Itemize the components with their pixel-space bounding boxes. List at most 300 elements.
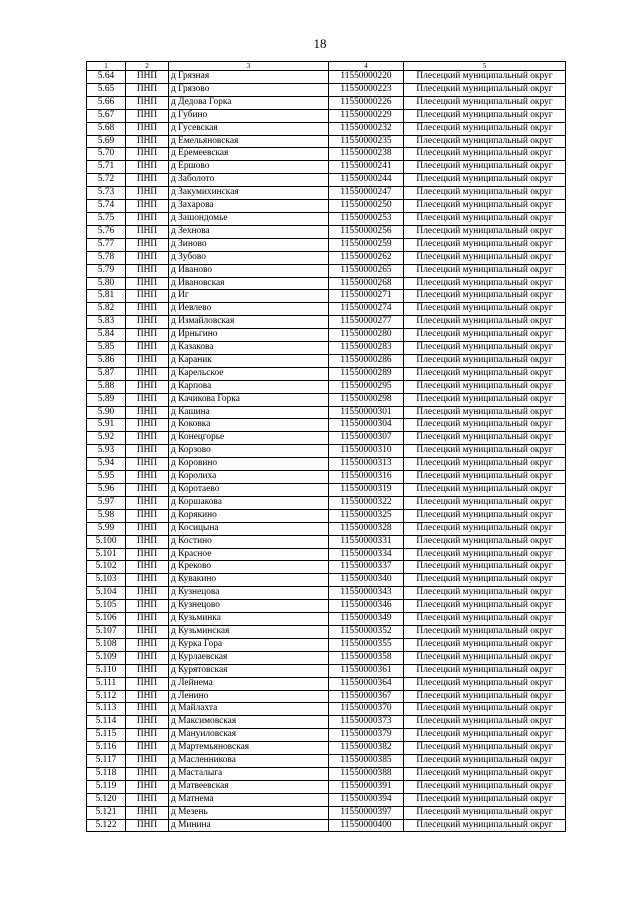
municipality-cell: Плесецкий муниципальный округ xyxy=(404,432,566,445)
municipality-cell: Плесецкий муниципальный округ xyxy=(404,755,566,768)
settlement-name-cell: д Казакова xyxy=(169,342,329,355)
table-row xyxy=(87,742,566,755)
row-number-cell: 5.108 xyxy=(87,638,126,651)
settlement-name-cell: д Караник xyxy=(169,354,329,367)
municipality-cell: Плесецкий муниципальный округ xyxy=(404,161,566,174)
row-number-cell: 5.102 xyxy=(87,561,126,574)
row-number-cell: 5.107 xyxy=(87,625,126,638)
oktmo-code-cell: 11550000265 xyxy=(329,264,404,277)
oktmo-code-cell: 11550000250 xyxy=(329,200,404,213)
settlement-name-cell: д Королиха xyxy=(169,471,329,484)
settlement-name-cell: д Лейнема xyxy=(169,677,329,690)
settlement-name-cell: д Зехнова xyxy=(169,225,329,238)
settlement-name-cell: д Коковка xyxy=(169,419,329,432)
settlement-name-cell: д Коротаево xyxy=(169,484,329,497)
page-number: 18 xyxy=(313,36,327,51)
row-number-cell: 5.120 xyxy=(87,793,126,806)
object-type-cell: ПНП xyxy=(126,548,169,561)
municipality-cell: Плесецкий муниципальный округ xyxy=(404,393,566,406)
oktmo-code-cell: 11550000301 xyxy=(329,406,404,419)
object-type-cell: ПНП xyxy=(126,161,169,174)
table-row xyxy=(87,755,566,768)
oktmo-code-cell: 11550000322 xyxy=(329,496,404,509)
table-row xyxy=(87,225,566,238)
object-type-cell: ПНП xyxy=(126,148,169,161)
settlement-name-cell: д Креково xyxy=(169,561,329,574)
row-number-cell: 5.104 xyxy=(87,587,126,600)
object-type-cell: ПНП xyxy=(126,703,169,716)
municipality-cell: Плесецкий муниципальный округ xyxy=(404,367,566,380)
row-number-cell: 5.112 xyxy=(87,690,126,703)
settlement-name-cell: д Курлаевская xyxy=(169,651,329,664)
oktmo-code-cell: 11550000331 xyxy=(329,535,404,548)
municipality-cell: Плесецкий муниципальный округ xyxy=(404,548,566,561)
oktmo-code-cell: 11550000268 xyxy=(329,277,404,290)
oktmo-code-cell: 11550000352 xyxy=(329,625,404,638)
row-number-cell: 5.69 xyxy=(87,135,126,148)
table-row xyxy=(87,587,566,600)
object-type-cell: ПНП xyxy=(126,71,169,84)
settlement-name-cell: д Измайловская xyxy=(169,316,329,329)
settlement-name-cell: д Дедова Горка xyxy=(169,96,329,109)
oktmo-code-cell: 11550000226 xyxy=(329,96,404,109)
settlement-name-cell: д Масталыга xyxy=(169,767,329,780)
settlement-name-cell: д Корякино xyxy=(169,509,329,522)
municipality-cell: Плесецкий муниципальный округ xyxy=(404,264,566,277)
settlement-name-cell: д Качикова Горка xyxy=(169,393,329,406)
object-type-cell: ПНП xyxy=(126,587,169,600)
row-number-cell: 5.105 xyxy=(87,600,126,613)
object-type-cell: ПНП xyxy=(126,742,169,755)
object-type-cell: ПНП xyxy=(126,613,169,626)
municipality-cell: Плесецкий муниципальный округ xyxy=(404,251,566,264)
row-number-cell: 5.85 xyxy=(87,342,126,355)
oktmo-code-cell: 11550000241 xyxy=(329,161,404,174)
row-number-cell: 5.94 xyxy=(87,458,126,471)
object-type-cell: ПНП xyxy=(126,677,169,690)
oktmo-code-cell: 11550000400 xyxy=(329,819,404,832)
municipality-cell: Плесецкий муниципальный округ xyxy=(404,316,566,329)
table-row xyxy=(87,71,566,84)
oktmo-code-cell: 11550000247 xyxy=(329,187,404,200)
table-row xyxy=(87,96,566,109)
settlement-name-cell: д Карпова xyxy=(169,380,329,393)
oktmo-code-cell: 11550000370 xyxy=(329,703,404,716)
table-row xyxy=(87,432,566,445)
object-type-cell: ПНП xyxy=(126,251,169,264)
row-number-cell: 5.88 xyxy=(87,380,126,393)
row-number-cell: 5.81 xyxy=(87,290,126,303)
settlement-name-cell: д Кувакино xyxy=(169,574,329,587)
row-number-cell: 5.90 xyxy=(87,406,126,419)
object-type-cell: ПНП xyxy=(126,445,169,458)
object-type-cell: ПНП xyxy=(126,561,169,574)
column-header: 1 xyxy=(87,62,126,71)
row-number-cell: 5.99 xyxy=(87,522,126,535)
object-type-cell: ПНП xyxy=(126,574,169,587)
row-number-cell: 5.100 xyxy=(87,535,126,548)
object-type-cell: ПНП xyxy=(126,174,169,187)
oktmo-code-cell: 11550000229 xyxy=(329,109,404,122)
oktmo-code-cell: 11550000235 xyxy=(329,135,404,148)
table-row xyxy=(87,471,566,484)
settlement-name-cell: д Карельское xyxy=(169,367,329,380)
oktmo-code-cell: 11550000262 xyxy=(329,251,404,264)
object-type-cell: ПНП xyxy=(126,690,169,703)
object-type-cell: ПНП xyxy=(126,625,169,638)
object-type-cell: ПНП xyxy=(126,767,169,780)
oktmo-code-cell: 11550000271 xyxy=(329,290,404,303)
oktmo-code-cell: 11550000346 xyxy=(329,600,404,613)
row-number-cell: 5.84 xyxy=(87,329,126,342)
row-number-cell: 5.110 xyxy=(87,664,126,677)
oktmo-code-cell: 11550000310 xyxy=(329,445,404,458)
table-row xyxy=(87,638,566,651)
municipality-cell: Плесецкий муниципальный округ xyxy=(404,148,566,161)
table-row xyxy=(87,393,566,406)
object-type-cell: ПНП xyxy=(126,638,169,651)
table-row xyxy=(87,174,566,187)
row-number-cell: 5.66 xyxy=(87,96,126,109)
object-type-cell: ПНП xyxy=(126,380,169,393)
table-row xyxy=(87,187,566,200)
municipality-cell: Плесецкий муниципальный округ xyxy=(404,561,566,574)
table-row xyxy=(87,148,566,161)
table-row xyxy=(87,380,566,393)
row-number-cell: 5.109 xyxy=(87,651,126,664)
municipality-cell: Плесецкий муниципальный округ xyxy=(404,96,566,109)
table-row xyxy=(87,716,566,729)
settlement-name-cell: д Иваново xyxy=(169,264,329,277)
settlement-name-cell: д Мануиловская xyxy=(169,729,329,742)
municipality-cell: Плесецкий муниципальный округ xyxy=(404,690,566,703)
oktmo-code-cell: 11550000340 xyxy=(329,574,404,587)
column-header: 4 xyxy=(329,62,404,71)
municipality-cell: Плесецкий муниципальный округ xyxy=(404,342,566,355)
row-number-cell: 5.77 xyxy=(87,238,126,251)
settlement-name-cell: д Кузнецова xyxy=(169,587,329,600)
oktmo-code-cell: 11550000394 xyxy=(329,793,404,806)
municipality-cell: Плесецкий муниципальный округ xyxy=(404,806,566,819)
municipality-cell: Плесецкий муниципальный округ xyxy=(404,522,566,535)
settlement-name-cell: д Коршакова xyxy=(169,496,329,509)
settlement-name-cell: д Грязная xyxy=(169,71,329,84)
oktmo-code-cell: 11550000367 xyxy=(329,690,404,703)
object-type-cell: ПНП xyxy=(126,83,169,96)
settlement-name-cell: д Матвеевская xyxy=(169,780,329,793)
settlement-name-cell: д Минина xyxy=(169,819,329,832)
oktmo-code-cell: 11550000358 xyxy=(329,651,404,664)
row-number-cell: 5.116 xyxy=(87,742,126,755)
oktmo-code-cell: 11550000277 xyxy=(329,316,404,329)
table-row xyxy=(87,122,566,135)
settlement-name-cell: д Закумихинская xyxy=(169,187,329,200)
oktmo-code-cell: 11550000223 xyxy=(329,83,404,96)
object-type-cell: ПНП xyxy=(126,819,169,832)
object-type-cell: ПНП xyxy=(126,277,169,290)
municipality-cell: Плесецкий муниципальный округ xyxy=(404,238,566,251)
object-type-cell: ПНП xyxy=(126,109,169,122)
object-type-cell: ПНП xyxy=(126,367,169,380)
municipality-cell: Плесецкий муниципальный округ xyxy=(404,535,566,548)
settlement-name-cell: д Кузьминка xyxy=(169,613,329,626)
settlement-name-cell: д Масленникова xyxy=(169,755,329,768)
table-row xyxy=(87,342,566,355)
municipality-cell: Плесецкий муниципальный округ xyxy=(404,496,566,509)
table-row xyxy=(87,161,566,174)
table-row xyxy=(87,212,566,225)
row-number-cell: 5.114 xyxy=(87,716,126,729)
table-row xyxy=(87,780,566,793)
table-row xyxy=(87,329,566,342)
object-type-cell: ПНП xyxy=(126,600,169,613)
municipality-cell: Плесецкий муниципальный округ xyxy=(404,71,566,84)
table-row xyxy=(87,690,566,703)
object-type-cell: ПНП xyxy=(126,303,169,316)
row-number-cell: 5.119 xyxy=(87,780,126,793)
oktmo-code-cell: 11550000361 xyxy=(329,664,404,677)
object-type-cell: ПНП xyxy=(126,96,169,109)
municipality-cell: Плесецкий муниципальный округ xyxy=(404,793,566,806)
table-row xyxy=(87,561,566,574)
table-row xyxy=(87,83,566,96)
municipality-cell: Плесецкий муниципальный округ xyxy=(404,212,566,225)
object-type-cell: ПНП xyxy=(126,225,169,238)
municipality-cell: Плесецкий муниципальный округ xyxy=(404,484,566,497)
table-row xyxy=(87,496,566,509)
row-number-cell: 5.76 xyxy=(87,225,126,238)
oktmo-code-cell: 11550000286 xyxy=(329,354,404,367)
municipality-cell: Плесецкий муниципальный округ xyxy=(404,290,566,303)
settlement-name-cell: д Костино xyxy=(169,535,329,548)
object-type-cell: ПНП xyxy=(126,212,169,225)
row-number-cell: 5.80 xyxy=(87,277,126,290)
oktmo-code-cell: 11550000220 xyxy=(329,71,404,84)
table-row xyxy=(87,367,566,380)
table-row xyxy=(87,135,566,148)
table-row xyxy=(87,277,566,290)
row-number-cell: 5.101 xyxy=(87,548,126,561)
row-number-cell: 5.96 xyxy=(87,484,126,497)
oktmo-code-cell: 11550000343 xyxy=(329,587,404,600)
municipality-cell: Плесецкий муниципальный округ xyxy=(404,600,566,613)
object-type-cell: ПНП xyxy=(126,393,169,406)
table-row xyxy=(87,509,566,522)
table-row xyxy=(87,729,566,742)
settlement-name-cell: д Кашина xyxy=(169,406,329,419)
table-row xyxy=(87,264,566,277)
settlement-name-cell: д Мезень xyxy=(169,806,329,819)
municipality-cell: Плесецкий муниципальный округ xyxy=(404,174,566,187)
municipality-cell: Плесецкий муниципальный округ xyxy=(404,638,566,651)
table-row xyxy=(87,613,566,626)
settlement-name-cell: д Курка Гора xyxy=(169,638,329,651)
municipality-cell: Плесецкий муниципальный округ xyxy=(404,458,566,471)
row-number-cell: 5.74 xyxy=(87,200,126,213)
settlement-name-cell: д Зашондомье xyxy=(169,212,329,225)
settlement-name-cell: д Ершово xyxy=(169,161,329,174)
settlement-name-cell: д Ирньгино xyxy=(169,329,329,342)
municipality-cell: Плесецкий муниципальный округ xyxy=(404,380,566,393)
table-row xyxy=(87,767,566,780)
settlement-name-cell: д Косицына xyxy=(169,522,329,535)
table-row xyxy=(87,651,566,664)
municipality-cell: Плесецкий муниципальный округ xyxy=(404,445,566,458)
settlement-name-cell: д Конецгорье xyxy=(169,432,329,445)
oktmo-code-cell: 11550000298 xyxy=(329,393,404,406)
object-type-cell: ПНП xyxy=(126,419,169,432)
municipality-cell: Плесецкий муниципальный округ xyxy=(404,780,566,793)
municipality-cell: Плесецкий муниципальный округ xyxy=(404,329,566,342)
row-number-cell: 5.70 xyxy=(87,148,126,161)
municipality-cell: Плесецкий муниципальный округ xyxy=(404,225,566,238)
object-type-cell: ПНП xyxy=(126,329,169,342)
table-row xyxy=(87,574,566,587)
table-row xyxy=(87,677,566,690)
row-number-cell: 5.72 xyxy=(87,174,126,187)
oktmo-code-cell: 11550000253 xyxy=(329,212,404,225)
settlement-name-cell: д Красное xyxy=(169,548,329,561)
object-type-cell: ПНП xyxy=(126,729,169,742)
settlement-name-cell: д Матнема xyxy=(169,793,329,806)
object-type-cell: ПНП xyxy=(126,458,169,471)
municipality-cell: Плесецкий муниципальный округ xyxy=(404,767,566,780)
oktmo-code-cell: 11550000316 xyxy=(329,471,404,484)
table-row xyxy=(87,251,566,264)
oktmo-code-cell: 11550000274 xyxy=(329,303,404,316)
row-number-cell: 5.71 xyxy=(87,161,126,174)
oktmo-code-cell: 11550000373 xyxy=(329,716,404,729)
oktmo-code-cell: 11550000325 xyxy=(329,509,404,522)
municipality-cell: Плесецкий муниципальный округ xyxy=(404,277,566,290)
municipality-cell: Плесецкий муниципальный округ xyxy=(404,83,566,96)
object-type-cell: ПНП xyxy=(126,509,169,522)
object-type-cell: ПНП xyxy=(126,496,169,509)
object-type-cell: ПНП xyxy=(126,406,169,419)
settlement-name-cell: д Зиново xyxy=(169,238,329,251)
settlement-name-cell: д Корзово xyxy=(169,445,329,458)
table-row xyxy=(87,703,566,716)
oktmo-code-cell: 11550000283 xyxy=(329,342,404,355)
settlement-name-cell: д Заболото xyxy=(169,174,329,187)
row-number-cell: 5.67 xyxy=(87,109,126,122)
row-number-cell: 5.117 xyxy=(87,755,126,768)
oktmo-code-cell: 11550000256 xyxy=(329,225,404,238)
oktmo-code-cell: 11550000391 xyxy=(329,780,404,793)
table-row xyxy=(87,419,566,432)
oktmo-code-cell: 11550000334 xyxy=(329,548,404,561)
settlement-name-cell: д Ленино xyxy=(169,690,329,703)
object-type-cell: ПНП xyxy=(126,651,169,664)
table-row xyxy=(87,316,566,329)
object-type-cell: ПНП xyxy=(126,484,169,497)
table-header-row xyxy=(87,62,566,71)
municipality-cell: Плесецкий муниципальный округ xyxy=(404,187,566,200)
table-row xyxy=(87,793,566,806)
municipality-cell: Плесецкий муниципальный округ xyxy=(404,664,566,677)
oktmo-code-cell: 11550000364 xyxy=(329,677,404,690)
settlement-name-cell: д Еремеевская xyxy=(169,148,329,161)
object-type-cell: ПНП xyxy=(126,806,169,819)
row-number-cell: 5.73 xyxy=(87,187,126,200)
table-row xyxy=(87,484,566,497)
table-row xyxy=(87,303,566,316)
municipality-cell: Плесецкий муниципальный округ xyxy=(404,716,566,729)
settlement-name-cell: д Кузнецово xyxy=(169,600,329,613)
row-number-cell: 5.89 xyxy=(87,393,126,406)
row-number-cell: 5.64 xyxy=(87,71,126,84)
object-type-cell: ПНП xyxy=(126,535,169,548)
municipality-cell: Плесецкий муниципальный округ xyxy=(404,819,566,832)
municipality-cell: Плесецкий муниципальный округ xyxy=(404,625,566,638)
table-row xyxy=(87,819,566,832)
row-number-cell: 5.106 xyxy=(87,613,126,626)
settlement-name-cell: д Майлахта xyxy=(169,703,329,716)
table-row xyxy=(87,200,566,213)
row-number-cell: 5.111 xyxy=(87,677,126,690)
oktmo-code-cell: 11550000259 xyxy=(329,238,404,251)
row-number-cell: 5.92 xyxy=(87,432,126,445)
settlement-name-cell: д Кузьминская xyxy=(169,625,329,638)
table-row xyxy=(87,238,566,251)
object-type-cell: ПНП xyxy=(126,187,169,200)
municipality-cell: Плесецкий муниципальный округ xyxy=(404,742,566,755)
oktmo-code-cell: 11550000307 xyxy=(329,432,404,445)
table-row xyxy=(87,290,566,303)
row-number-cell: 5.97 xyxy=(87,496,126,509)
settlement-name-cell: д Курятовская xyxy=(169,664,329,677)
oktmo-code-cell: 11550000304 xyxy=(329,419,404,432)
municipality-cell: Плесецкий муниципальный округ xyxy=(404,303,566,316)
oktmo-code-cell: 11550000313 xyxy=(329,458,404,471)
column-header: 3 xyxy=(169,62,329,71)
oktmo-code-cell: 11550000280 xyxy=(329,329,404,342)
object-type-cell: ПНП xyxy=(126,354,169,367)
row-number-cell: 5.75 xyxy=(87,212,126,225)
object-type-cell: ПНП xyxy=(126,755,169,768)
object-type-cell: ПНП xyxy=(126,316,169,329)
settlement-name-cell: д Грязово xyxy=(169,83,329,96)
object-type-cell: ПНП xyxy=(126,793,169,806)
oktmo-code-cell: 11550000238 xyxy=(329,148,404,161)
table-row xyxy=(87,445,566,458)
oktmo-code-cell: 11550000379 xyxy=(329,729,404,742)
row-number-cell: 5.93 xyxy=(87,445,126,458)
oktmo-code-cell: 11550000232 xyxy=(329,122,404,135)
object-type-cell: ПНП xyxy=(126,290,169,303)
oktmo-code-cell: 11550000388 xyxy=(329,767,404,780)
settlement-name-cell: д Коровино xyxy=(169,458,329,471)
settlement-name-cell: д Иевлево xyxy=(169,303,329,316)
row-number-cell: 5.82 xyxy=(87,303,126,316)
oktmo-code-cell: 11550000355 xyxy=(329,638,404,651)
oktmo-code-cell: 11550000319 xyxy=(329,484,404,497)
row-number-cell: 5.78 xyxy=(87,251,126,264)
row-number-cell: 5.68 xyxy=(87,122,126,135)
object-type-cell: ПНП xyxy=(126,780,169,793)
municipality-cell: Плесецкий муниципальный округ xyxy=(404,509,566,522)
row-number-cell: 5.65 xyxy=(87,83,126,96)
column-header: 5 xyxy=(404,62,566,71)
municipality-cell: Плесецкий муниципальный округ xyxy=(404,587,566,600)
table-row xyxy=(87,535,566,548)
object-type-cell: ПНП xyxy=(126,122,169,135)
settlement-name-cell: д Емельяновская xyxy=(169,135,329,148)
table-row xyxy=(87,354,566,367)
settlement-name-cell: д Зубово xyxy=(169,251,329,264)
table-row xyxy=(87,406,566,419)
row-number-cell: 5.87 xyxy=(87,367,126,380)
